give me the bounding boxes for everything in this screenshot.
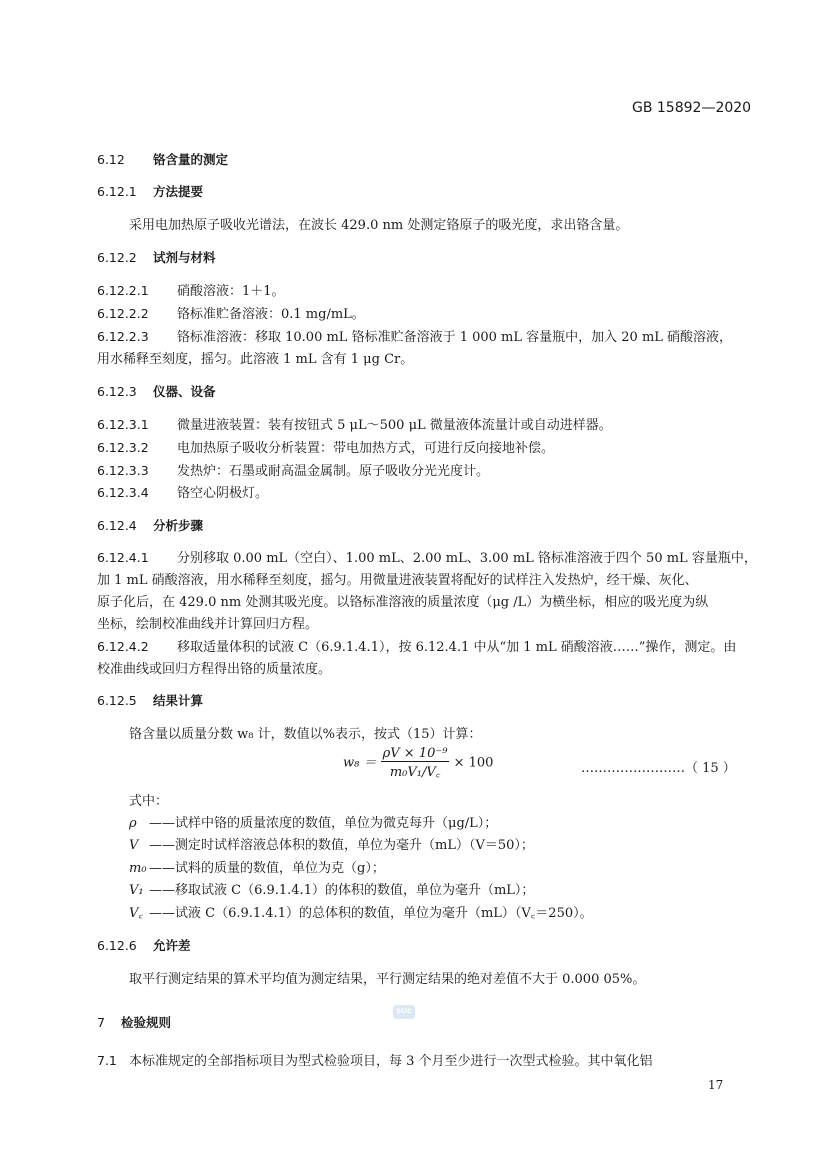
variable-symbol: V	[129, 838, 139, 853]
reagent-item	[97, 280, 285, 299]
item-number: 6.12.2.3	[97, 329, 149, 344]
section-title: 检验规则	[121, 1015, 172, 1030]
item-text: 硝酸溶液：1＋1。	[177, 284, 285, 299]
variable-definition	[129, 902, 593, 921]
variable-description: ——移取试液 C（6.9.1.4.1）的体积的数值，单位为毫升（mL）；	[149, 883, 535, 898]
variable-description: ——试液 C（6.9.1.4.1）的总体积的数值，单位为毫升（mL）（V꜀＝250）。	[149, 906, 593, 921]
section-6-12-4-heading	[97, 516, 203, 534]
variable-definition	[129, 879, 534, 898]
variable-definition	[129, 812, 497, 831]
formula-15	[343, 746, 493, 780]
item-text: 移取适量体积的试液 C（6.9.1.4.1），按 6.12.4.1 中从“加 1 mL 硝酸溶液……”操作，测定。由	[177, 640, 737, 655]
item-number: 6.12.2.1	[97, 283, 149, 298]
section-6-12-6-heading	[97, 936, 191, 954]
reagent-item	[97, 303, 365, 322]
calc-intro: 铬含量以质量分数 w₈ 计，数值以%表示，按式（15）计算：	[129, 727, 482, 742]
item-text: 电加热原子吸收分析装置：带电加热方式，可进行反向接地补偿。	[177, 441, 555, 456]
section-number: 7	[97, 1015, 105, 1030]
reagent-item	[97, 326, 732, 345]
rule-7-1	[97, 1050, 653, 1069]
formula-lhs: w₈ ＝	[343, 755, 377, 771]
item-number: 6.12.3.1	[97, 417, 149, 432]
step-continuation: 加 1 mL 硝酸溶液，用水稀释至刻度，摇匀。用微量进液装置将配好的试样注入发热炉，经干燥、灰化、	[97, 573, 698, 588]
item-number: 6.12.2.2	[97, 306, 149, 321]
variable-definition	[129, 834, 534, 853]
variable-definition	[129, 857, 385, 876]
section-number: 6.12.5	[97, 693, 137, 708]
standard-id: GB 15892—2020	[632, 100, 752, 116]
item-number: 6.12.3.4	[97, 485, 149, 500]
variable-symbol: m₀	[129, 861, 147, 876]
item-text: 铬标准贮备溶液：0.1 mg/mL。	[177, 307, 365, 322]
page-number: 17	[708, 1078, 724, 1092]
item-number: 6.12.4.2	[97, 639, 149, 654]
variable-symbol: V₁	[129, 883, 144, 898]
section-6-12-3-heading	[97, 382, 216, 400]
reagent-item-continuation: 用水稀释至刻度，摇匀。此溶液 1 mL 含有 1 μg Cr。	[97, 352, 414, 367]
item-text: 本标准规定的全部指标项目为型式检验项目，每 3 个月至少进行一次型式检验。其中氧化铝	[129, 1054, 653, 1069]
formula-tail: × 100	[453, 755, 494, 771]
section-title: 允许差	[153, 938, 191, 953]
variable-symbol: V꜀	[129, 906, 143, 921]
section-title: 分析步骤	[153, 518, 204, 533]
item-number: 6.12.4.1	[97, 550, 149, 565]
step-item	[97, 547, 757, 566]
section-title: 仪器、设备	[153, 384, 216, 399]
method-summary-text: 采用电加热原子吸收光谱法，在波长 429.0 nm 处测定铬原子的吸光度，求出铬含量。	[129, 218, 629, 233]
allowable-difference-text: 取平行测定结果的算术平均值为测定结果，平行测定结果的绝对差值不大于 0.000 05%。	[129, 972, 646, 987]
equipment-item	[97, 482, 268, 501]
item-text: 分别移取 0.00 mL（空白）、1.00 mL、2.00 mL、3.00 mL 铬标准溶液于四个 50 mL 容量瓶中，	[177, 551, 757, 566]
step-item	[97, 636, 736, 655]
section-6-12-5-heading	[97, 691, 203, 709]
item-text: 微量进液装置：装有按钮式 5 μL～500 μL 微量液体流量计或自动进样器。	[177, 418, 612, 433]
equipment-item	[97, 437, 554, 456]
formula-fraction	[381, 746, 450, 780]
section-number: 6.12.3	[97, 384, 137, 399]
formula-numerator: ρV × 10⁻⁹	[382, 746, 448, 761]
section-7-heading	[97, 1013, 171, 1031]
section-number: 6.12.6	[97, 938, 137, 953]
section-title: 结果计算	[153, 693, 204, 708]
section-number: 6.12.2	[97, 250, 137, 265]
item-number: 7.1	[97, 1053, 117, 1068]
section-title: 试剂与材料	[153, 250, 216, 265]
item-number: 6.12.3.3	[97, 463, 149, 478]
section-6-12-heading	[97, 150, 228, 168]
watermark-logo: SCIC	[393, 1005, 415, 1019]
step-continuation: 校准曲线或回归方程得出铬的质量浓度。	[97, 662, 332, 677]
variable-description: ——测定时试样溶液总体积的数值，单位为毫升（mL）（V＝50）；	[149, 838, 534, 853]
step-continuation: 坐标，绘制校准曲线并计算回归方程。	[97, 617, 319, 632]
section-title: 铬含量的测定	[153, 152, 229, 167]
item-text: 铬标准溶液：移取 10.00 mL 铬标准贮备溶液于 1 000 mL 容量瓶中，加入 20 mL 硝酸溶液，	[177, 330, 733, 345]
equipment-item	[97, 414, 612, 433]
step-continuation: 原子化后，在 429.0 nm 处测其吸光度。以铬标准溶液的质量浓度（μg /L）为横坐标，相应的吸光度为纵	[97, 595, 709, 610]
equation-number: ……………………（ 15 ）	[581, 761, 736, 776]
item-text: 发热炉：石墨或耐高温金属制。原子吸收分光光度计。	[177, 464, 490, 479]
formula-denominator: m₀V₁/V꜀	[389, 765, 441, 780]
section-number: 6.12.1	[97, 184, 137, 199]
section-6-12-2-heading	[97, 248, 216, 266]
equipment-item	[97, 460, 489, 479]
item-number: 6.12.3.2	[97, 440, 149, 455]
section-number: 6.12	[97, 152, 125, 167]
section-6-12-1-heading	[97, 182, 203, 200]
variable-description: ——试样中铬的质量浓度的数值，单位为微克每升（μg/L）；	[149, 816, 498, 831]
section-number: 6.12.4	[97, 518, 137, 533]
variable-symbol: ρ	[129, 816, 137, 831]
item-text: 铬空心阴极灯。	[177, 486, 269, 501]
where-label: 式中：	[129, 794, 169, 809]
section-title: 方法提要	[153, 184, 204, 199]
variable-description: ——试料的质量的数值，单位为克（g）；	[149, 861, 385, 876]
